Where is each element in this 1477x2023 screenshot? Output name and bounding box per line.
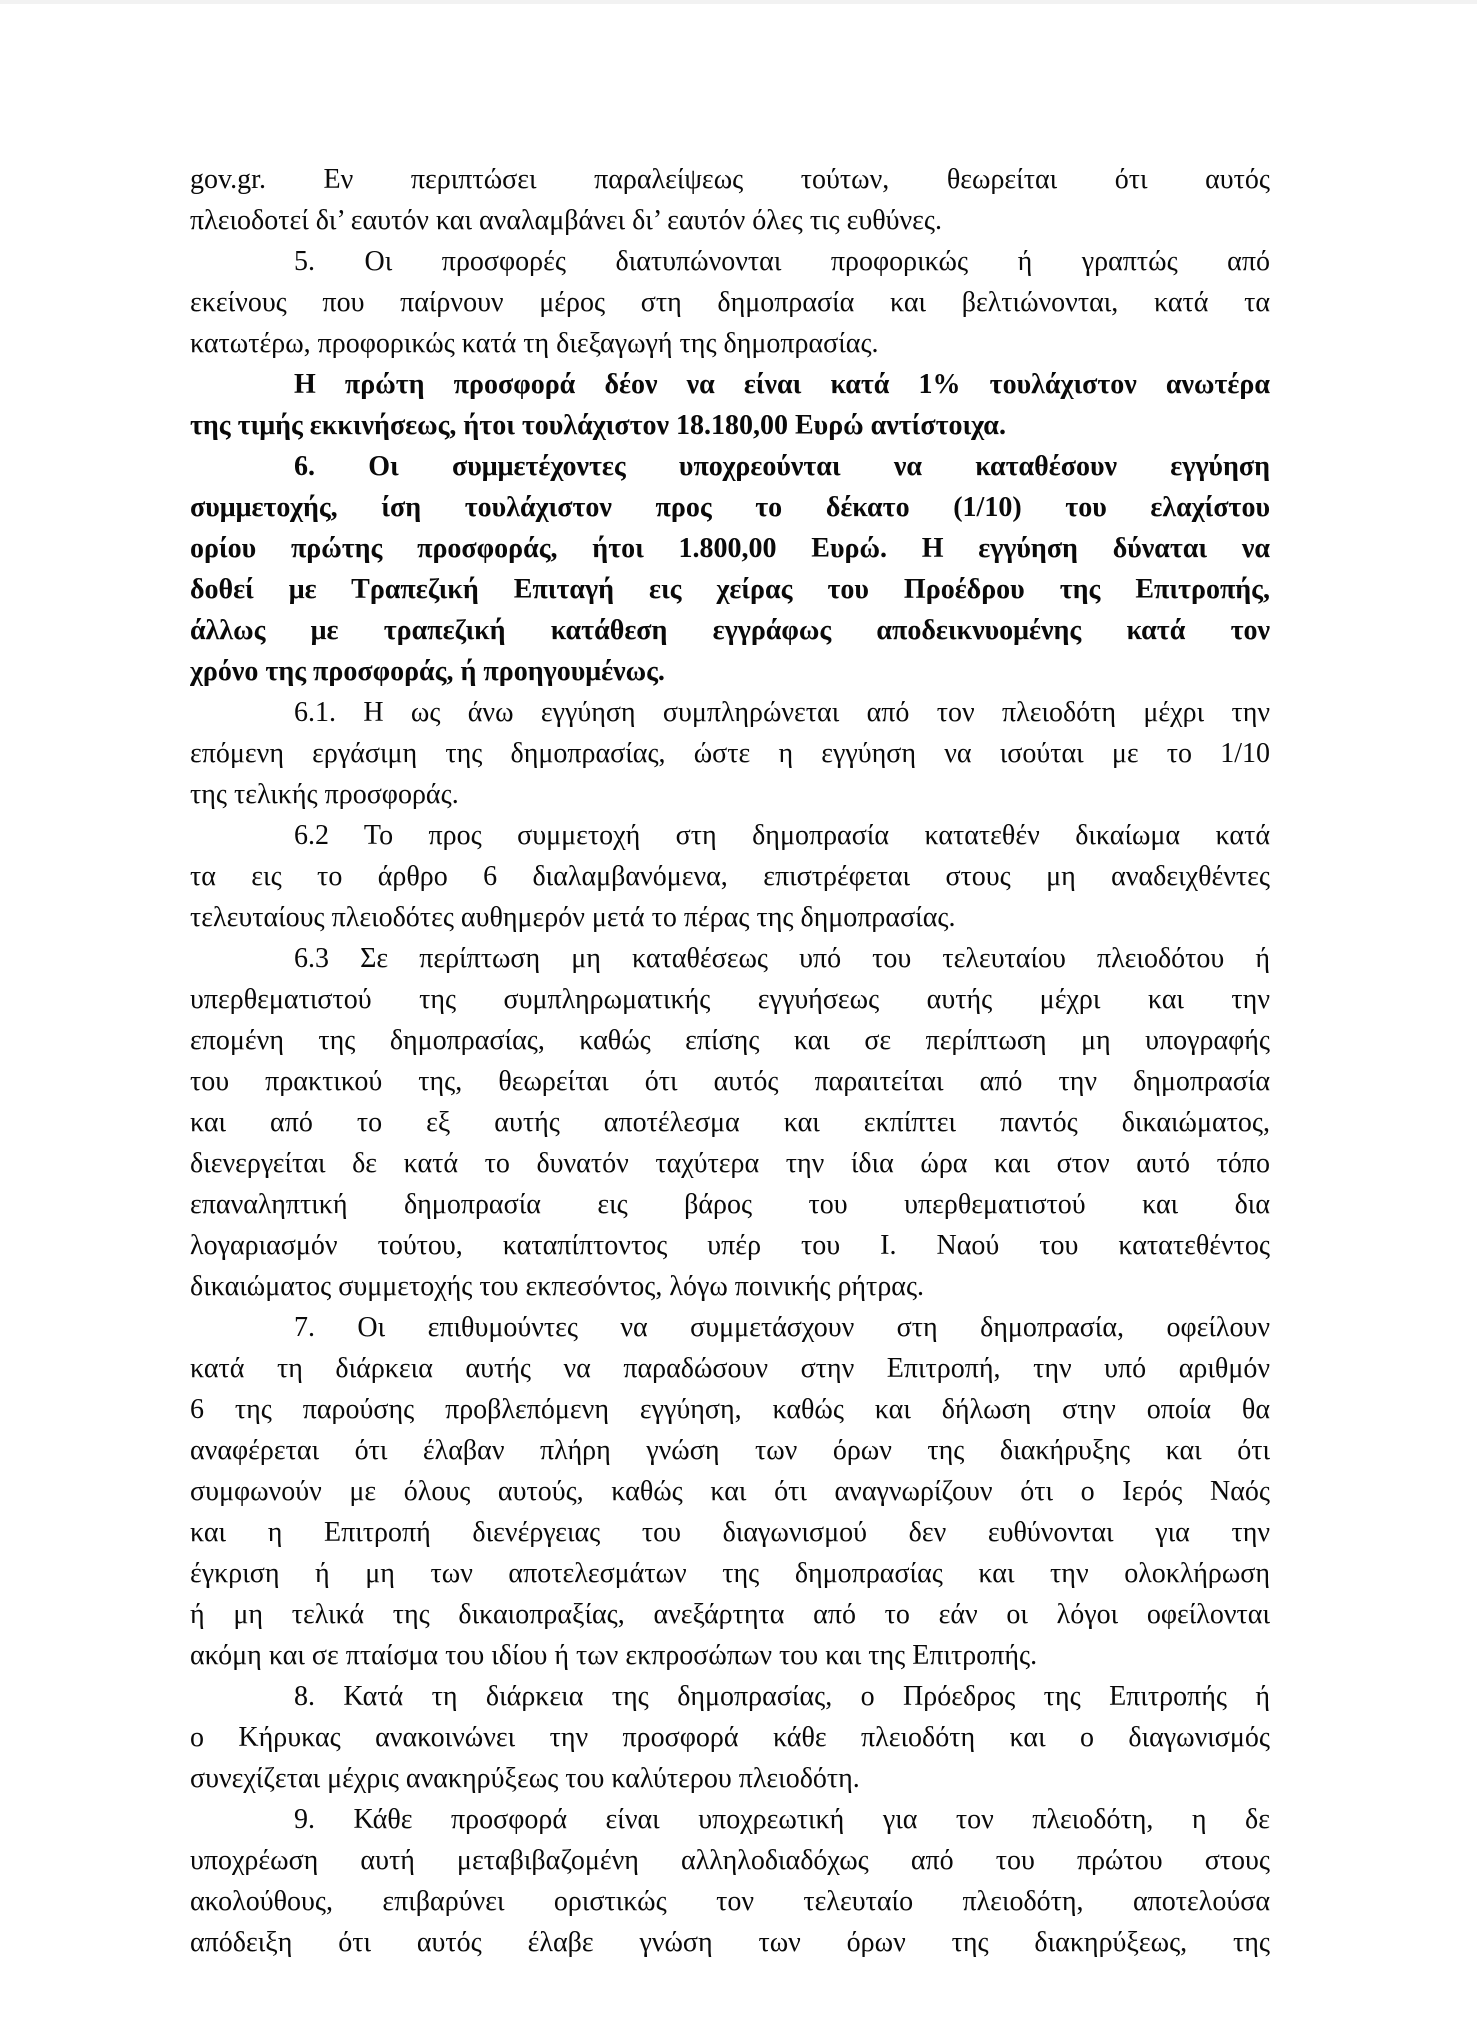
text-line: της τελικής προσφοράς. — [190, 779, 459, 810]
paragraph — [190, 1307, 1270, 1676]
text-line: εκείνους που παίρνουν μέρος στη δημοπρασία και βελτιώνονται, κατά τα — [190, 287, 1270, 318]
text-line: συμμετοχής, ίση τουλάχιστον προς το δέκατο (1/10) του ελαχίστου — [190, 492, 1270, 523]
text-line: Η πρώτη προσφορά δέον να είναι κατά 1% τουλάχιστον ανωτέρα — [294, 369, 1270, 400]
text-line: υποχρέωση αυτή μεταβιβαζομένη αλληλοδιαδόχως από του πρώτου στους — [190, 1845, 1270, 1876]
text-line: 6.3 Σε περίπτωση μη καταθέσεως υπό του τελευταίου πλειοδότου ή — [294, 943, 1270, 974]
text-line: 8. Κατά τη διάρκεια της δημοπρασίας, ο Πρόεδρος της Επιτροπής ή — [294, 1681, 1270, 1712]
text-line: του πρακτικού της, θεωρείται ότι αυτός παραιτείται από την δημοπρασία — [190, 1066, 1270, 1097]
text-line: 6. Οι συμμετέχοντες υποχρεούνται να καταθέσουν εγγύηση — [294, 451, 1270, 482]
text-line: δοθεί με Τραπεζική Επιταγή εις χείρας του Προέδρου της Επιτροπής, — [190, 574, 1270, 605]
text-line: ακόμη και σε πταίσμα του ιδίου ή των εκπροσώπων του και της Επιτροπής. — [190, 1640, 1038, 1671]
text-line: συμφωνούν με όλους αυτούς, καθώς και ότι αναγνωρίζουν ότι ο Ιερός Ναός — [190, 1476, 1270, 1507]
paragraph — [190, 1676, 1270, 1799]
text-line: ο Κήρυκας ανακοινώνει την προσφορά κάθε πλειοδότη και ο διαγωνισμός — [190, 1722, 1270, 1753]
text-line: κατωτέρω, προφορικώς κατά τη διεξαγωγή της δημοπρασίας. — [190, 328, 879, 359]
document-page — [190, 159, 1270, 1963]
text-line: ή μη τελικά της δικαιοπραξίας, ανεξάρτητα από το εάν οι λόγοι οφείλονται — [190, 1599, 1270, 1630]
text-line: δικαιώματος συμμετοχής του εκπεσόντος, λόγω ποινικής ρήτρας. — [190, 1271, 925, 1302]
text-line: διενεργείται δε κατά το δυνατόν ταχύτερα την ίδια ώρα και στον αυτό τόπο — [190, 1148, 1270, 1179]
paragraph — [190, 1799, 1270, 1963]
text-line: ακολούθους, επιβαρύνει οριστικώς τον τελευταίο πλειοδότη, αποτελούσα — [190, 1886, 1270, 1917]
text-line: 7. Οι επιθυμούντες να συμμετάσχουν στη δημοπρασία, οφείλουν — [294, 1312, 1270, 1343]
text-line: λογαριασμόν τούτου, καταπίπτοντος υπέρ του Ι. Ναού του κατατεθέντος — [190, 1230, 1270, 1261]
paragraph — [190, 241, 1270, 364]
text-line: επομένη της δημοπρασίας, καθώς επίσης και σε περίπτωση μη υπογραφής — [190, 1025, 1270, 1056]
text-line: 5. Οι προσφορές διατυπώνονται προφορικώς ή γραπτώς από — [294, 246, 1270, 277]
text-line: άλλως με τραπεζική κατάθεση εγγράφως αποδεικνυομένης κατά τον — [190, 615, 1270, 646]
text-line: 6.2 Το προς συμμετοχή στη δημοπρασία κατατεθέν δικαίωμα κατά — [294, 820, 1270, 851]
paragraph — [190, 446, 1270, 692]
text-line: 6.1. Η ως άνω εγγύηση συμπληρώνεται από τον πλειοδότη μέχρι την — [294, 697, 1270, 728]
text-line: επαναληπτική δημοπρασία εις βάρος του υπερθεματιστού και δια — [190, 1189, 1270, 1220]
paragraph — [190, 159, 1270, 241]
text-line: επόμενη εργάσιμη της δημοπρασίας, ώστε η εγγύηση να ισούται με το 1/10 — [190, 738, 1270, 769]
paragraph — [190, 692, 1270, 815]
page-top-edge — [0, 0, 1477, 4]
text-line: gov.gr. Εν περιπτώσει παραλείψεως τούτων, θεωρείται ότι αυτός — [190, 164, 1270, 195]
text-line: και η Επιτροπή διενέργειας του διαγωνισμού δεν ευθύνονται για την — [190, 1517, 1270, 1548]
paragraph — [190, 815, 1270, 938]
text-line: τελευταίους πλειοδότες αυθημερόν μετά το πέρας της δημοπρασίας. — [190, 902, 956, 933]
text-line: τα εις το άρθρο 6 διαλαμβανόμενα, επιστρέφεται στους μη αναδειχθέντες — [190, 861, 1270, 892]
paragraph — [190, 938, 1270, 1307]
text-line: αναφέρεται ότι έλαβαν πλήρη γνώση των όρων της διακήρυξης και ότι — [190, 1435, 1270, 1466]
document-body — [190, 159, 1270, 1963]
text-line: πλειοδοτεί δι’ εαυτόν και αναλαμβάνει δι’ εαυτόν όλες τις ευθύνες. — [190, 205, 942, 236]
text-line: κατά τη διάρκεια αυτής να παραδώσουν στην Επιτροπή, την υπό αριθμόν — [190, 1353, 1270, 1384]
text-line: και από το εξ αυτής αποτέλεσμα και εκπίπτει παντός δικαιώματος, — [190, 1107, 1270, 1138]
text-line: της τιμής εκκινήσεως, ήτοι τουλάχιστον 18.180,00 Ευρώ αντίστοιχα. — [190, 410, 1006, 441]
text-line: απόδειξη ότι αυτός έλαβε γνώση των όρων της διακηρύξεως, της — [190, 1927, 1270, 1958]
text-line: 6 της παρούσης προβλεπόμενη εγγύηση, καθώς και δήλωση στην οποία θα — [190, 1394, 1270, 1425]
text-line: χρόνο της προσφοράς, ή προηγουμένως. — [190, 656, 665, 687]
text-line: συνεχίζεται μέχρις ανακηρύξεως του καλύτερου πλειοδότη. — [190, 1763, 860, 1794]
text-line: έγκριση ή μη των αποτελεσμάτων της δημοπρασίας και την ολοκλήρωση — [190, 1558, 1270, 1589]
paragraph — [190, 364, 1270, 446]
text-line: 9. Κάθε προσφορά είναι υποχρεωτική για τον πλειοδότη, η δε — [294, 1804, 1270, 1835]
text-line: ορίου πρώτης προσφοράς, ήτοι 1.800,00 Ευρώ. Η εγγύηση δύναται να — [190, 533, 1270, 564]
text-line: υπερθεματιστού της συμπληρωματικής εγγυήσεως αυτής μέχρι και την — [190, 984, 1270, 1015]
